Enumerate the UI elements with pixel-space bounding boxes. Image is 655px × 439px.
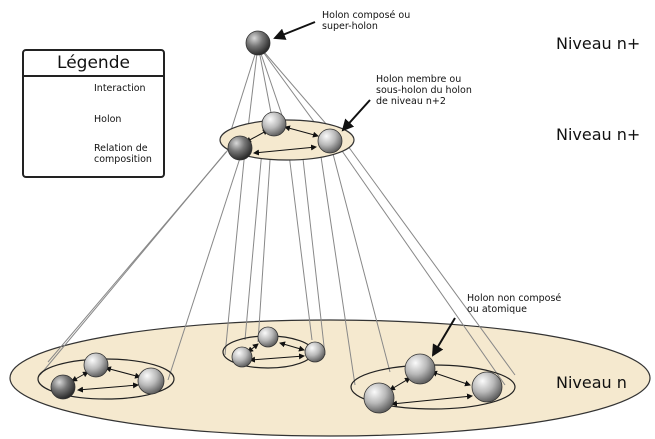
holon-n-m1 [258,327,278,347]
holon-n-r1 [405,354,435,384]
holon-n-r3 [472,372,502,402]
holon-n-l2 [51,375,75,399]
level-n-plane [10,320,650,436]
annotation-atomic-holon: Holon non composé ou atomique [467,293,562,315]
legend-item-holon: Holon [94,114,122,125]
annotation-super-holon: Holon composé ou super-holon [322,10,411,32]
holon-n1-b [318,129,342,153]
holon-n-l1 [84,353,108,377]
super-holon-sphere [246,31,270,55]
annotation-pointers [275,22,455,355]
annotation-member-holon: Holon membre ou sous-holon du holon de niveau n+2 [376,74,472,107]
holon-n-m2 [232,347,252,367]
holon-n-l3 [138,368,164,394]
level-label-bottom: Niveau n [556,373,627,392]
level-label-middle: Niveau n+ [556,125,641,144]
legend [22,49,165,178]
holon-n-r2 [364,383,394,413]
holon-n1-c [228,136,252,160]
level-label-top: Niveau n+ [556,34,641,53]
holon-n-m3 [305,342,325,362]
legend-item-composition: Relation de composition [94,143,152,165]
legend-title: Légende [57,53,130,73]
legend-divider [24,75,163,77]
legend-item-interaction: Interaction [94,83,146,94]
holon-n1-a [262,112,286,136]
